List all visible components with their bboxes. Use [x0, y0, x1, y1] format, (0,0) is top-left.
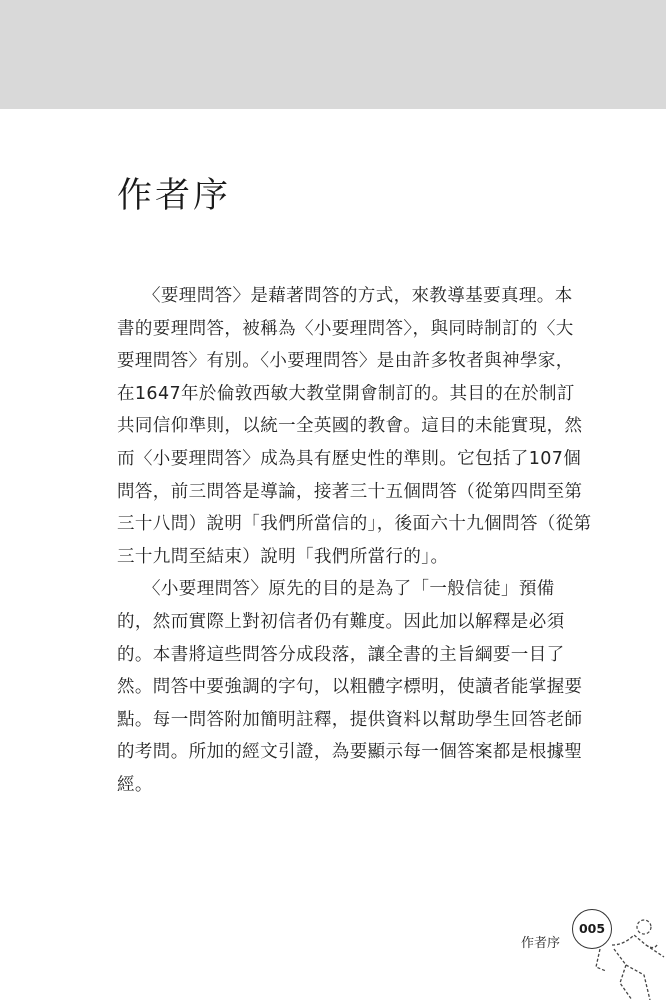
text-line: 書的要理問答，被稱為〈小要理問答〉，與同時制訂的〈大: [117, 318, 574, 339]
text-line: 的。本書將這些問答分成段落，讓全書的主旨綱要一目了: [117, 644, 565, 665]
text-line: 的考問。所加的經文引證，為要顯示每一個答案都是根據聖: [117, 742, 583, 763]
text-line: 經。: [117, 774, 153, 795]
text-line: 要理問答〉有別。〈小要理問答〉是由許多牧者與神學家，: [117, 351, 574, 372]
running-title: 作者序: [521, 936, 561, 951]
page-number-badge: 005: [572, 909, 612, 949]
text-line: 〈要理問答〉是藉著問答的方式，來教導基要真理。本: [143, 286, 573, 306]
text-line: 三十九問至結束）說明「我們所當行的」。: [117, 546, 449, 567]
text-line: 三十八問）說明「我們所當信的」，後面六十九個問答（從第: [117, 514, 592, 535]
page-title: 作者序: [117, 176, 232, 216]
text-line: 共同信仰準則，以統一全英國的教會。這目的未能實現，然: [117, 416, 583, 437]
text-line: 然。問答中要強調的字句，以粗體字標明，使讀者能掌握要: [117, 677, 583, 698]
text-line: 點。每一問答附加簡明註釋，提供資料以幫助學生回答老師: [117, 709, 583, 730]
text-line: 〈小要理問答〉原先的目的是為了「一般信徒」預備: [143, 579, 555, 600]
text-line: 在1647年於倫敦西敏大教堂開會制訂的。其目的在於制訂: [117, 383, 575, 404]
header-band: [0, 0, 666, 109]
paragraph-2: [117, 573, 587, 801]
text-line: 而〈小要理問答〉成為具有歷史性的準則。它包括了107個: [117, 448, 582, 469]
text-line: 的，然而實際上對初信者仍有難度。因此加以解釋是必須: [117, 611, 565, 632]
paragraph-1: [117, 280, 592, 573]
text-line: 問答，前三問答是導論，接著三十五個問答（從第四問至第: [117, 481, 583, 502]
body-text: [117, 280, 592, 802]
